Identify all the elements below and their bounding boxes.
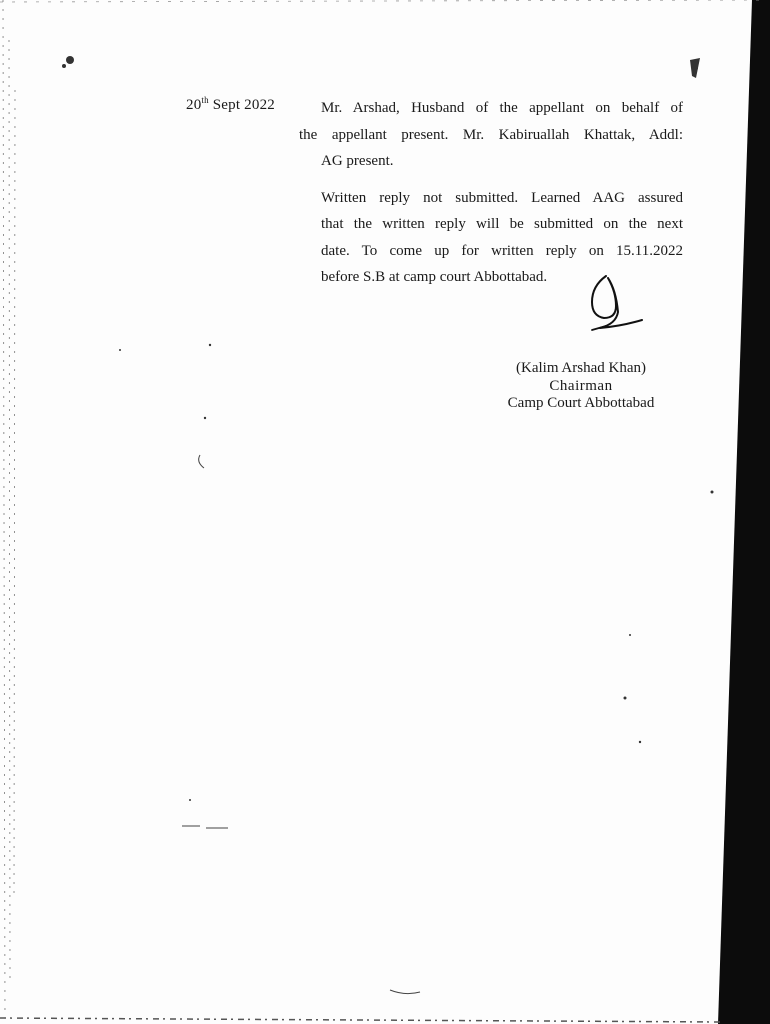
signatory-name: (Kalim Arshad Khan) — [516, 360, 646, 376]
handwritten-signature — [586, 272, 646, 334]
signatory-title: Chairman — [549, 378, 613, 394]
court-name: Camp Court Abbottabad — [507, 395, 655, 411]
paragraph-line: the appellant present. Mr. Kabiruallah Khattak, Addl: — [299, 126, 683, 143]
paragraph-line: that the written reply will be submitted on the next — [321, 216, 683, 232]
signature-block — [486, 360, 676, 412]
order-body — [299, 95, 683, 291]
scan-left-noise — [0, 0, 30, 1024]
order-date — [186, 95, 275, 114]
attendance-paragraph — [299, 95, 683, 175]
date-suffix: th — [201, 95, 209, 105]
date-day: 20 — [186, 97, 202, 113]
paragraph-line: Written reply not submitted. Learned AAG assured — [321, 189, 683, 206]
paragraph-line: Mr. Arshad, Husband of the appellant on behalf of — [321, 100, 683, 116]
paragraph-line: AG present. — [321, 153, 394, 169]
paragraph-line: date. To come up for written reply on 15.11.2022 — [321, 242, 683, 259]
date-month-year: Sept 2022 — [212, 97, 275, 113]
paragraph-line: before S.B at camp court Abbottabad. — [321, 269, 548, 285]
